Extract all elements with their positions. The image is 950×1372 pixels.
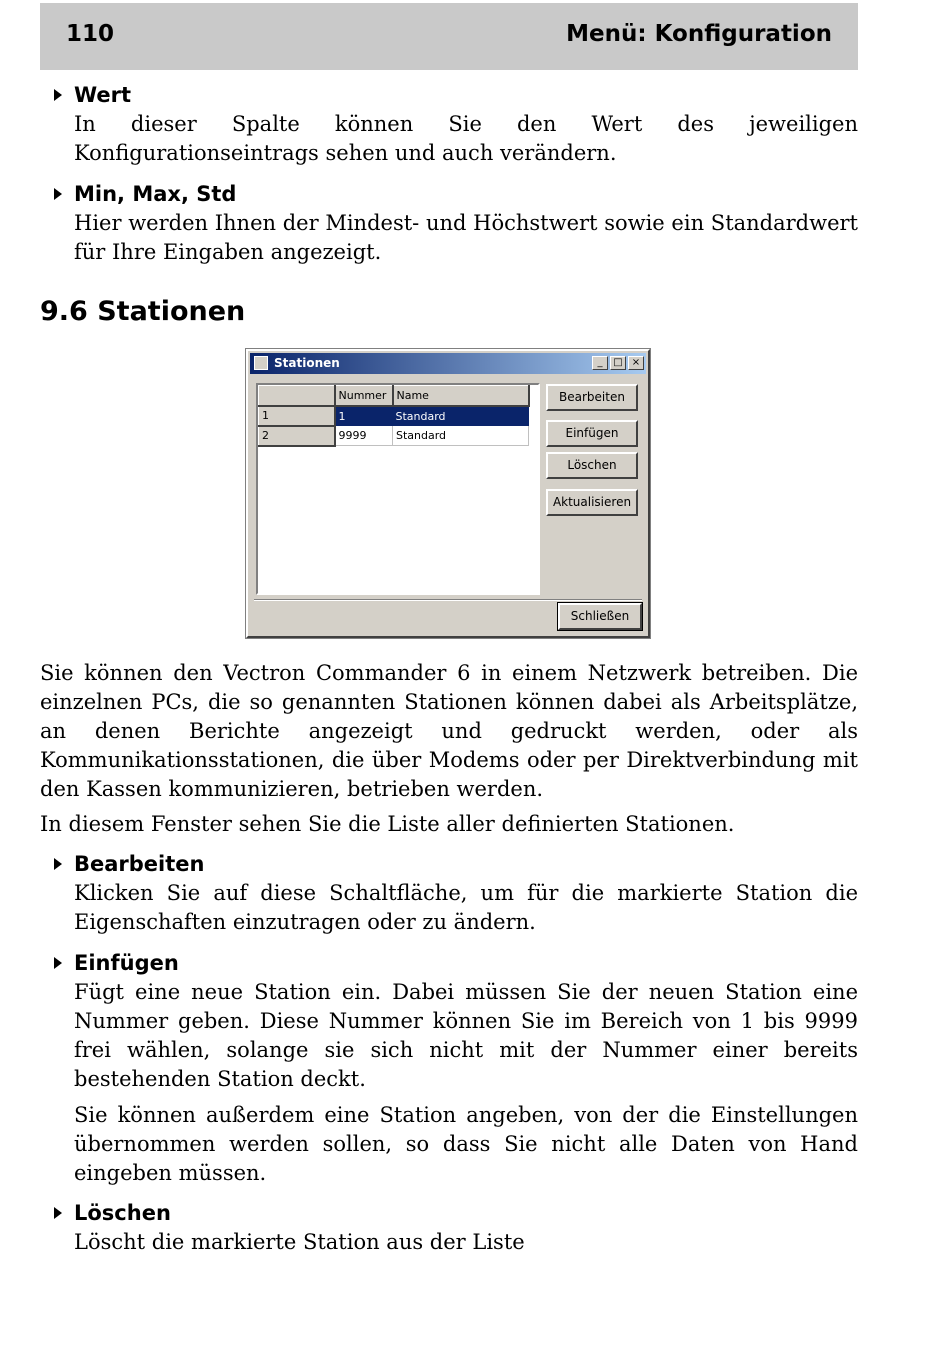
definition-item-min-max-std (40, 180, 858, 267)
column-header-nummer[interactable]: Nummer (335, 386, 393, 406)
schliessen-button[interactable]: Schließen (558, 603, 642, 630)
bearbeiten-button[interactable]: Bearbeiten (546, 384, 638, 411)
window-app-icon (254, 356, 268, 370)
definition-term: Min, Max, Std (40, 180, 858, 209)
definition-desc: Fügt eine neue Station ein. Dabei müssen Sie der neuen Station eine Nummer geben. Diese Nummer können Sie im Bereich von 1 bis 9999 frei wählen, solange sie sich nicht mit der Nummer einer bereits bestehenden Station deckt. (74, 980, 858, 1091)
cell-nummer[interactable]: 1 (335, 406, 393, 426)
definition-item-wert (40, 81, 858, 168)
definition-desc: Hier werden Ihnen der Mindest- und Höchstwert sowie ein Standardwert für Ihre Eingaben angezeigt. (74, 211, 858, 264)
definition-desc: Klicken Sie auf diese Schaltfläche, um für die markierte Station die Eigenschaften einzutragen oder zu ändern. (74, 881, 858, 934)
minimize-button[interactable]: _ (592, 356, 608, 370)
definition-term: Bearbeiten (40, 850, 858, 879)
table-row[interactable] (259, 426, 529, 446)
maximize-button[interactable]: □ (610, 356, 626, 370)
window-title: Stationen (274, 356, 340, 370)
definition-term: Löschen (40, 1199, 858, 1228)
row-header[interactable]: 1 (259, 406, 335, 426)
close-window-button[interactable]: × (628, 356, 644, 370)
definition-item-bearbeiten (40, 850, 858, 937)
cell-name[interactable]: Standard (393, 406, 529, 426)
body-paragraph: Sie können den Vectron Commander 6 in einem Netzwerk betreiben. Die einzelnen PCs, die so genannten Stationen können dabei als Arbeitsplätze, an denen Berichte angezeigt und gedruckt werden, oder als Kommunikationsstationen, die über Modems oder per Direktverbindung mit den Kassen kommunizieren, betrieben werden. (40, 661, 858, 801)
einfuegen-button[interactable]: Einfügen (546, 420, 638, 447)
column-header-name[interactable]: Name (393, 386, 529, 406)
definition-item-einfuegen (40, 949, 858, 1094)
loeschen-button[interactable]: Löschen (546, 452, 638, 479)
grid-corner (259, 386, 335, 406)
window-titlebar[interactable] (250, 353, 646, 374)
stationen-window (246, 349, 650, 638)
section-heading: 9.6 Stationen (40, 296, 246, 327)
aktualisieren-button[interactable]: Aktualisieren (546, 489, 638, 516)
definition-desc-continued: Sie können außerdem eine Station angeben, von der die Einstellungen übernommen werden sollen, so dass Sie nicht alle Daten von Hand eingeben müssen. (74, 1103, 858, 1185)
stations-grid[interactable] (256, 383, 540, 595)
page-header (40, 3, 858, 70)
definition-term: Einfügen (40, 949, 858, 978)
definition-desc: Löscht die markierte Station aus der Liste (74, 1230, 525, 1254)
window-divider (254, 599, 642, 601)
page-number: 110 (66, 21, 115, 47)
definition-desc: In dieser Spalte können Sie den Wert des jeweiligen Konfigurationseintrags sehen und auch verändern. (74, 112, 858, 165)
header-title: Menü: Konfiguration (566, 21, 832, 47)
definition-term: Wert (40, 81, 858, 110)
body-paragraph: In diesem Fenster sehen Sie die Liste aller definierten Stationen. (40, 812, 735, 836)
cell-name[interactable]: Standard (393, 426, 529, 446)
cell-nummer[interactable]: 9999 (335, 426, 393, 446)
grid-header-row (259, 386, 529, 406)
table-row[interactable] (259, 406, 529, 426)
row-header[interactable]: 2 (259, 426, 335, 446)
definition-item-loeschen (40, 1199, 858, 1257)
